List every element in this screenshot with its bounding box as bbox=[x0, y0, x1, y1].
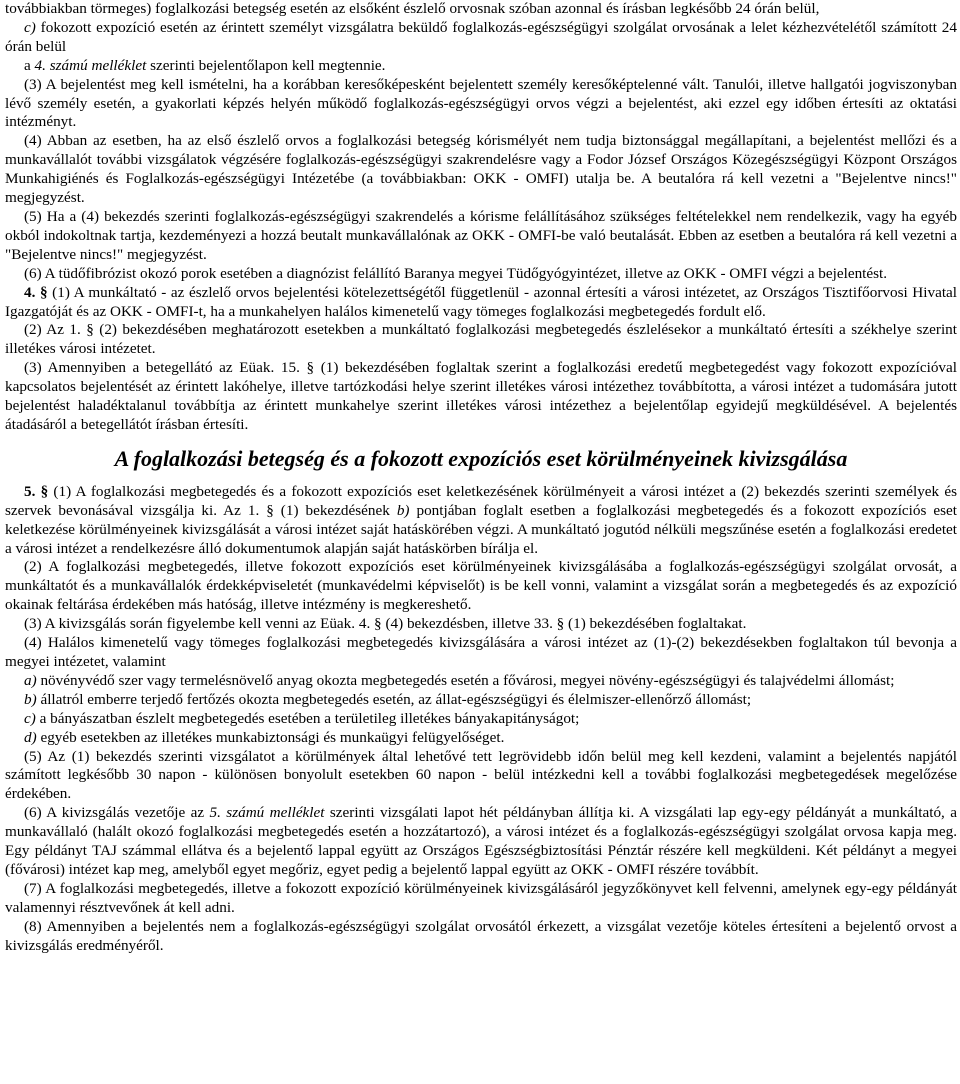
paragraph bbox=[5, 57, 957, 76]
paragraph-text: a bbox=[24, 56, 35, 74]
paragraph-text: egyéb esetekben az illetékes munkabiztonsági és munkaügyi felügyelőséget. bbox=[36, 728, 505, 746]
point-reference: b) bbox=[396, 501, 410, 519]
paragraph-text: pontjában foglalt esetben a foglalkozási megbetegedés és a fokozott expozíciós eset keletkezése körülményeinek kivizsgálását a városi intézet saját hatáskörében végzi. A munkáltató jogutód nélküli megszűnése esetén a foglalkozási eredetet a városi intézet a rendelkezésre álló dokumentumok alapján saját hatáskörben bírálja el. bbox=[5, 501, 957, 557]
paragraph-text: fokozott expozíció esetén az érintett személyt vizsgálatra beküldő foglalkozás-egészségügyi szolgálat orvosának a lelet kézhezvételétől számított 24 órán belül bbox=[5, 18, 957, 55]
list-item bbox=[5, 672, 957, 691]
paragraph: (2) Az 1. § (2) bekezdésében meghatározott esetekben a munkáltató foglalkozási megbetegedés észlelésekor a munkáltató értesíti a székhelye szerint illetékes városi intézetet. bbox=[5, 321, 957, 358]
paragraph: (3) A kivizsgálás során figyelembe kell venni az Eüak. 4. § (4) bekezdésben, illetve 33. § (1) bekezdésében foglaltakat. bbox=[24, 615, 747, 633]
list-marker: c) bbox=[24, 709, 36, 727]
paragraph: (4) Abban az esetben, ha az első észlelő orvos a foglalkozási betegség kórismélyét nem tudja biztonsággal megállapítani, a bejelentést mellőzi és a munkavállalót további vizsgálatok végzésére foglalkozás-egészségügyi szakrendelésre vagy a Fodor József Országos Közegészségügyi Központ Országos Munkahigiénés és Foglalkozás-egészségügyi Intézetébe (a továbbiakban: OKK - OMFI) utalja be. A beutalóra rá kell vezetni a "Bejelentve nincs!" megjegyzést. bbox=[5, 132, 957, 207]
paragraph: (3) Amennyiben a betegellátó az Eüak. 15. § (1) bekezdésében foglaltak szerint a foglalkozási eredetű megbetegedést vagy fokozott expozícióval kapcsolatos bejelentését az érintett lakóhelye, illetve tartózkodási helye szerint illetékes városi intézethez továbbította, a városi intézet a tudomására jutott bejelentést haladéktalanul továbbítja az érintett munkahelye szerint illetékes városi intézethez a bejelentőlap egyidejű megküldésével. A bejelentés átadásáról a betegellátót írásban értesíti. bbox=[5, 359, 957, 433]
paragraph-text: szerinti vizsgálati lapot hét példányban állítja ki. A vizsgálati lap egy-egy példányát a munkáltató, a munkavállaló (halált okozó foglalkozási megbetegedés esetén a hozzátartozó), a városi intézet és a foglalkozás-egészségügyi szolgálat orvosa kapja meg. Egy példányt TAJ számmal ellátva és a bejelentő lappal együtt az Országos Egészségbiztosítási Pénztár részére kell megküldeni. Két példányt a megyei (fővárosi) intézet kap meg, amelyből egyet megőriz, egyet pedig a bejelentő lappal együtt az OKK - OMFI részére továbbít. bbox=[5, 804, 957, 878]
paragraph: (4) Halálos kimenetelű vagy tömeges foglalkozási megbetegedés kivizsgálására a városi intézet az (1)-(2) bekezdésekben foglaltakon túl bevonja a megyei intézetet, valamint bbox=[5, 634, 957, 670]
list-marker: a) bbox=[24, 671, 37, 689]
paragraph: (5) Az (1) bekezdés szerinti vizsgálatot a körülmények által lehetővé tett legrövidebb időn belül meg kell kezdeni, valamint a bejelentés napjától számított legkésőbb 30 napon - különösen bonyolult esetekben 60 napon - belül intézkedni kell a további foglalkozási megbetegedések megelőzése érdekében. bbox=[5, 747, 957, 803]
annex-reference: 4. számú melléklet bbox=[34, 56, 147, 74]
paragraph: (7) A foglalkozási megbetegedés, illetve a fokozott expozíció körülményeinek kivizsgálásáról jegyzőkönyvet kell felvenni, amelynek egy-egy példányát valamennyi résztvevőnek át kell adni. bbox=[5, 879, 957, 916]
paragraph: (3) A bejelentést meg kell ismételni, ha a korábban keresőképesként bejelentett személy keresőképtelenné vált. Tanulói, illetve hallgatói jogviszonyban lévő személy esetén, a gyakorlati képzés helyén működő foglalkozás-egészségügyi orvos végzi a bejelentést, aki ezzel egy időben értesíti az oktatási intézményt. bbox=[5, 75, 957, 131]
section-heading: A foglalkozási betegség és a fokozott expozíciós eset körülményeinek kivizsgálása bbox=[114, 445, 848, 471]
paragraph bbox=[5, 483, 957, 559]
paragraph-text: (1) A foglalkozási megbetegedés és a fokozott expozíciós eset keletkezésének körülményeit a városi intézet a (2) bekezdés szerinti személyek és szervek bevonásával vizsgálja ki. Az 1. § (1) bekezdésének bbox=[5, 482, 958, 519]
section-number: 4. § bbox=[24, 283, 48, 301]
paragraph: (6) A tüdőfibrózist okozó porok esetében a diagnózist felállító Baranya megyei Tüdőgyógyintézet, illetve az OKK - OMFI végzi a bejelentést. bbox=[24, 264, 888, 282]
paragraph-text: (1) A munkáltató - az észlelő orvos bejelentési kötelezettségétől függetlenül - azonnal értesíti a városi intézetet, az Országos Tisztifőorvosi Hivatal Igazgatóját és az OKK - OMFI-t, ha a munkahelyen halálos kimenetelű vagy tömeges foglalkozási megbetegedés fordult elő. bbox=[5, 283, 957, 320]
list-item bbox=[5, 729, 957, 748]
list-marker: d) bbox=[24, 728, 37, 746]
annex-reference: 5. számú melléklet bbox=[209, 804, 325, 822]
paragraph: továbbiakban törmeges) foglalkozási betegség esetén az elsőként észlelő orvosnak szóban azonnal és írásban legkésőbb 24 órán belül, bbox=[5, 0, 820, 17]
paragraph-text: a bányászatban észlelt megbetegedés esetében a területileg illetékes bányakapitányságot; bbox=[35, 709, 580, 727]
paragraph-text: szerinti bejelentőlapon kell megtennie. bbox=[146, 56, 386, 74]
list-item bbox=[5, 691, 957, 710]
paragraph bbox=[5, 804, 957, 880]
paragraph-text: növényvédő szer vagy termelésnövelő anyag okozta megbetegedés esetén a fővárosi, megyei növény-egészségügyi és talajvédelmi állomást; bbox=[36, 671, 895, 689]
paragraph-text: (6) A kivizsgálás vezetője az bbox=[24, 804, 210, 822]
section-number: 5. § bbox=[24, 482, 49, 500]
list-marker: b) bbox=[24, 690, 37, 708]
paragraph: (2) A foglalkozási megbetegedés, illetve fokozott expozíciós eset körülményeinek kivizsgálásába a foglalkozás-egészségügyi szolgálat orvosát, a munkáltatót és a munkavállalók érdekképviseletét (munkavédelmi képviselőt) is be kell vonni, valamint a vizsgálat során a megbetegedés és az expozíció okainak feltárása érdekében más hatóság, illetve intézmény is megkereshető. bbox=[5, 558, 957, 614]
paragraph-text: állatról emberre terjedő fertőzés okozta megbetegedés esetén, az állat-egészségügyi és élelmiszer-ellenőrző állomást; bbox=[36, 690, 752, 708]
list-marker: c) bbox=[24, 18, 36, 36]
paragraph bbox=[5, 19, 957, 57]
list-item bbox=[5, 710, 957, 729]
paragraph bbox=[5, 284, 957, 322]
paragraph: (5) Ha a (4) bekezdés szerinti foglalkozás-egészségügyi szakrendelés a kórisme felállításához szükséges feltételekkel nem rendelkezik, vagy ha egyéb okból indokoltnak tartja, kezdeményezi a hozzá beutalt munkavállalónak az OKK - OMFI-be való beutalását. Ebben az esetben a beutalóra rá kell vezetni a "Bejelentve nincs!" megjegyzést. bbox=[5, 207, 957, 263]
paragraph: (8) Amennyiben a bejelentés nem a foglalkozás-egészségügyi szolgálat orvosától érkezett, a vizsgálat vezetője köteles értesíteni a bejelentő orvost a kivizsgálás eredményéről. bbox=[5, 917, 957, 954]
